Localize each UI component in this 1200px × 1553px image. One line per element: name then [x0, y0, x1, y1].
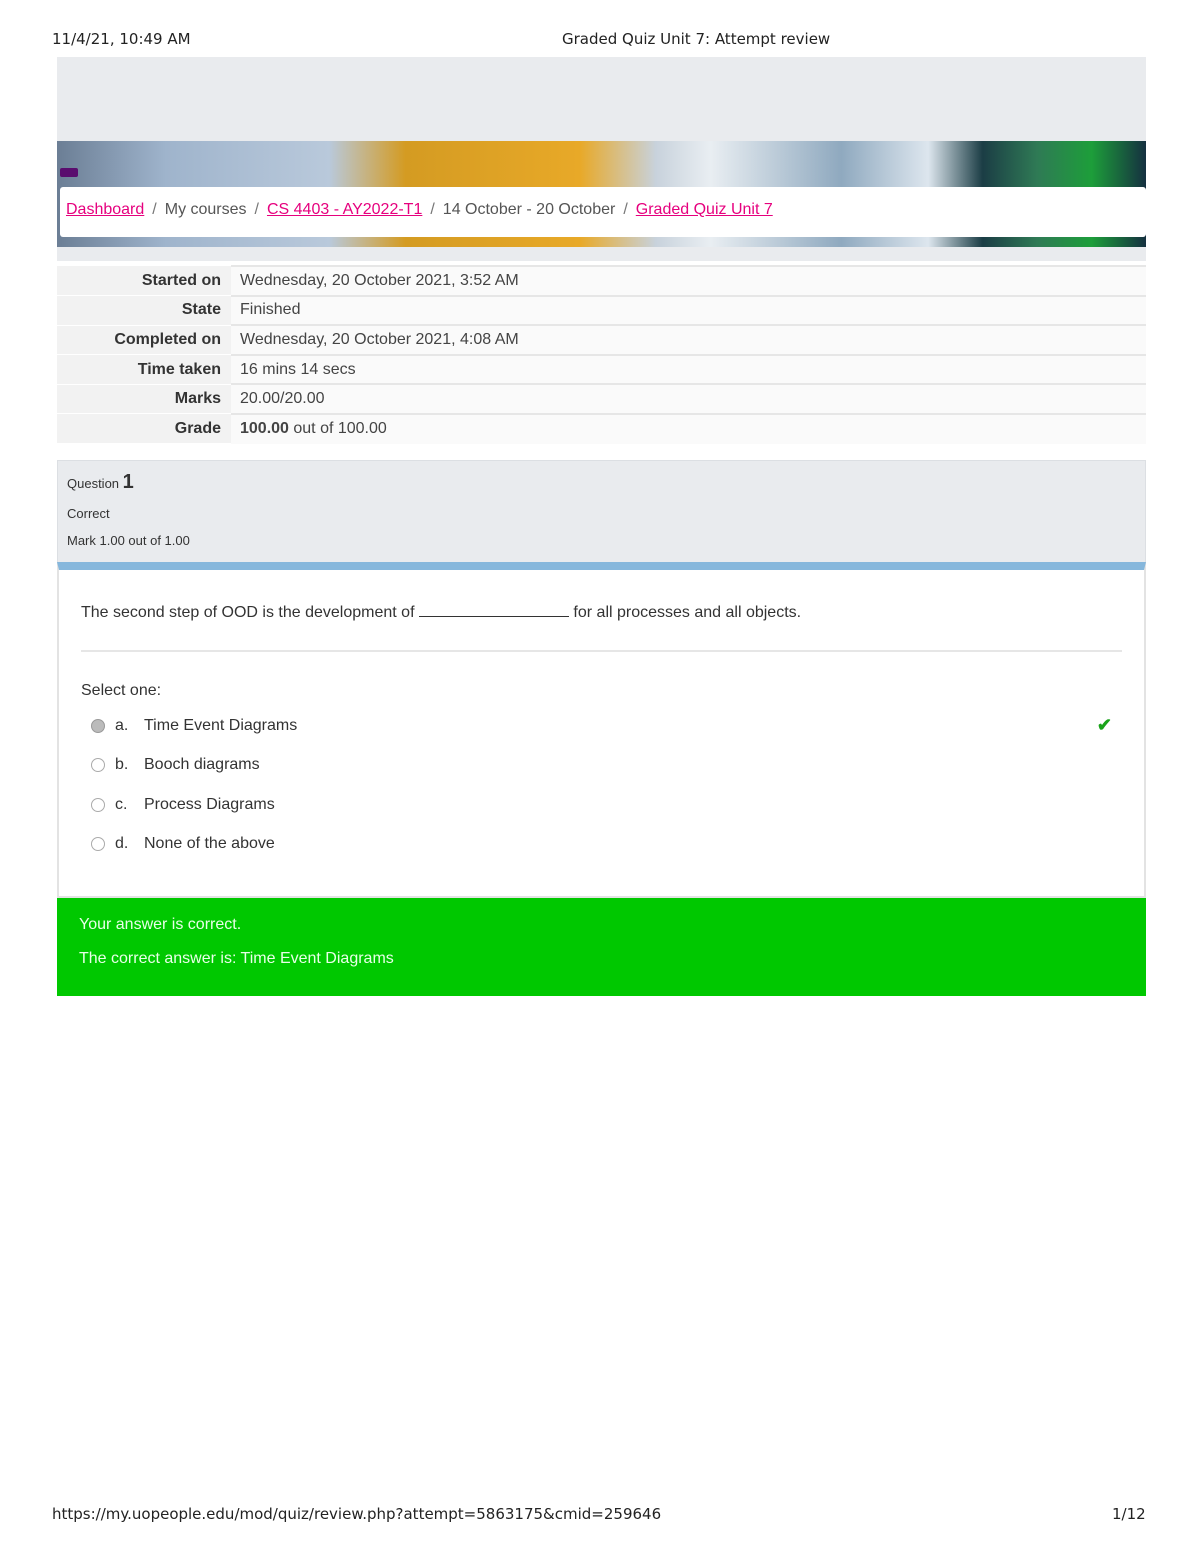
divider [81, 650, 1122, 652]
option-b[interactable] [81, 746, 1122, 786]
option-a[interactable] [81, 706, 1122, 746]
summary-value: 16 mins 14 secs [231, 355, 1146, 385]
option-d[interactable] [81, 825, 1122, 865]
summary-value: 20.00/20.00 [231, 384, 1146, 414]
breadcrumb-quiz[interactable]: Graded Quiz Unit 7 [635, 201, 773, 218]
radio-button[interactable] [91, 719, 105, 733]
menu-toggle[interactable] [60, 168, 78, 177]
summary-label: Marks [57, 384, 231, 414]
question-text-start: The second step of OOD is the development of [81, 604, 415, 621]
summary-label: Time taken [57, 355, 231, 385]
attempt-summary [57, 265, 1146, 444]
option-text: Time Event Diagrams [144, 716, 298, 734]
radio-button[interactable] [91, 837, 105, 851]
print-title: Graded Quiz Unit 7: Attempt review [562, 30, 831, 48]
question-status: Correct [67, 506, 110, 521]
option-text: None of the above [144, 835, 275, 853]
question-text [81, 604, 1122, 622]
option-text: Booch diagrams [144, 756, 260, 774]
breadcrumb-course[interactable]: CS 4403 - AY2022-T1 [266, 201, 423, 218]
option-letter: b. [115, 756, 129, 774]
print-page: 1/12 [1112, 1505, 1146, 1523]
option-letter: a. [115, 716, 129, 734]
summary-label: Grade [57, 414, 231, 444]
select-label: Select one: [81, 682, 162, 699]
grade-total: out of 100.00 [288, 420, 387, 438]
option-c[interactable] [81, 785, 1122, 825]
radio-button[interactable] [91, 758, 105, 772]
print-url: https://my.uopeople.edu/mod/quiz/review.php?attempt=5863175&cmid=259646 [52, 1505, 662, 1523]
breadcrumb: Dashboard / My courses / CS 4403 - AY2022-T1 / 14 October - 20 October / Graded Quiz Unit 7 [60, 187, 1146, 237]
question-info [57, 460, 1146, 564]
divider [57, 247, 1146, 261]
question-label: Question [67, 476, 120, 491]
option-letter: d. [115, 835, 129, 853]
question-mark: Mark 1.00 out of 1.00 [67, 533, 190, 548]
summary-value: Finished [231, 296, 1146, 326]
checkmark-icon: ✔ [1096, 715, 1112, 736]
summary-label: State [57, 296, 231, 326]
feedback [57, 898, 1146, 996]
radio-button[interactable] [91, 798, 105, 812]
summary-label: Started on [57, 266, 231, 296]
question-content [57, 562, 1146, 898]
grade-value: 100.00 [240, 420, 289, 438]
option-text: Process Diagrams [144, 795, 275, 813]
breadcrumb-dashboard[interactable]: Dashboard [66, 201, 145, 218]
print-datetime: 11/4/21, 10:49 AM [52, 30, 191, 48]
summary-value: Wednesday, 20 October 2021, 4:08 AM [231, 325, 1146, 355]
page-header [57, 57, 1146, 141]
summary-value [231, 414, 1146, 444]
question-text-end: for all processes and all objects. [573, 604, 802, 621]
summary-label: Completed on [57, 325, 231, 355]
summary-value: Wednesday, 20 October 2021, 3:52 AM [231, 266, 1146, 296]
option-letter: c. [115, 795, 128, 813]
feedback-correct-answer: The correct answer is: Time Event Diagrams [79, 950, 394, 967]
question-number: 1 [122, 471, 134, 493]
feedback-result: Your answer is correct. [79, 916, 242, 933]
blank [419, 616, 569, 617]
breadcrumb-my-courses: My courses [164, 201, 247, 218]
breadcrumb-week: 14 October - 20 October [442, 201, 616, 218]
